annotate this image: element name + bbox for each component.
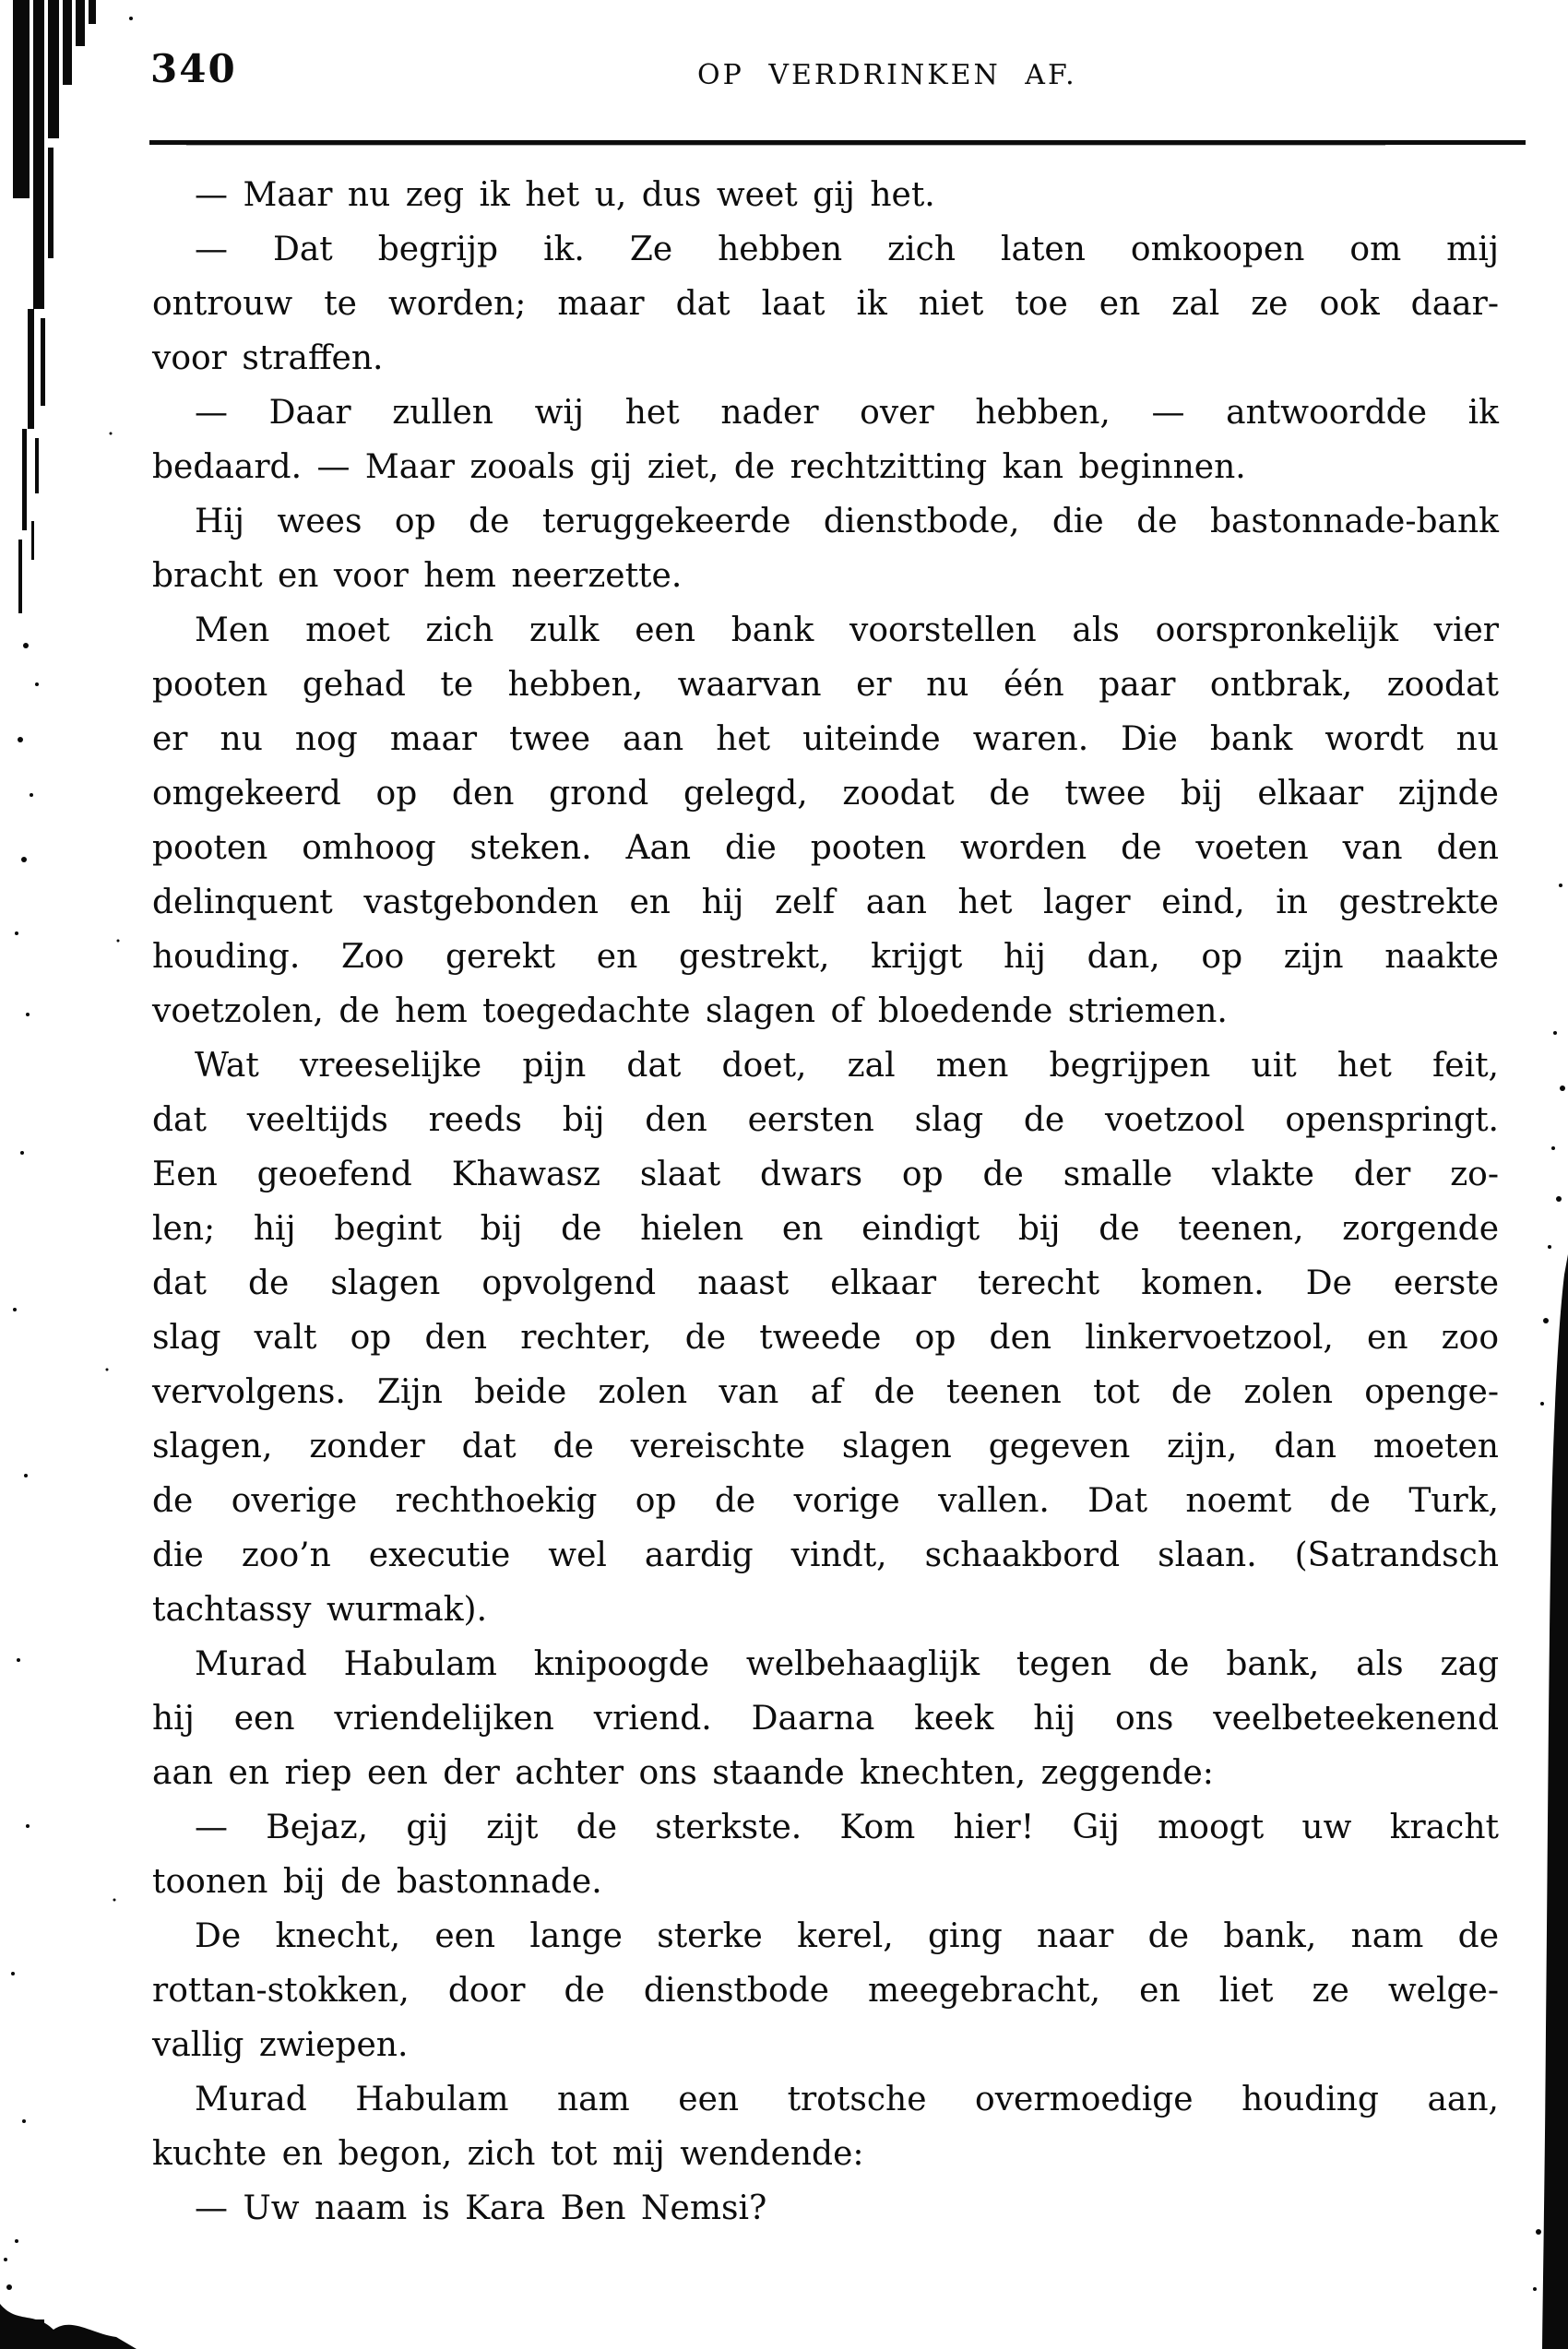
text-line: — Daar zullen wij het nader over hebben, — antwoordde ik — [195, 394, 1499, 432]
text-line: die zoo’n executie wel aardig vindt, schaakbord slaan. (Satrandsch — [152, 1536, 1499, 1574]
paragraph — [152, 494, 1499, 603]
text-line: pooten omhoog steken. Aan die pooten worden de voeten van den — [152, 829, 1499, 867]
text-line: — Maar nu zeg ik het u, dus weet gij het. — [195, 176, 935, 214]
text-line: ontrouw te worden; maar dat laat ik niet toe en zal ze ook daar- — [152, 285, 1499, 323]
paragraph — [152, 1038, 1499, 1637]
text-line: Murad Habulam nam een trotsche overmoedige houding aan, — [195, 2081, 1499, 2118]
text-line: hij een vriendelijken vriend. Daarna keek hij ons veelbeteekenend — [152, 1700, 1499, 1738]
paragraph — [152, 386, 1499, 494]
text-line: aan en riep een der achter ons staande knechten, zeggende: — [152, 1754, 1214, 1792]
text-line: De knecht, een lange sterke kerel, ging naar de bank, nam de — [195, 1917, 1499, 1955]
paragraph — [152, 168, 1499, 222]
text-line: — Bejaz, gij zijt de sterkste. Kom hier! Gij moogt uw kracht — [195, 1809, 1499, 1846]
text-line: Wat vreeselijke pijn dat doet, zal men begrijpen uit het feit, — [195, 1047, 1499, 1085]
text-line: Een geoefend Khawasz slaat dwars op de smalle vlakte der zo- — [152, 1156, 1499, 1193]
running-title: OP VERDRINKEN AF. — [697, 59, 1077, 91]
text-line: omgekeerd op den grond gelegd, zoodat de twee bij elkaar zijnde — [152, 775, 1499, 813]
text-line: — Uw naam is Kara Ben Nemsi? — [195, 2189, 767, 2227]
text-line: vervolgens. Zijn beide zolen van af de teenen tot de zolen openge- — [152, 1373, 1499, 1411]
text-line: kuchte en begon, zich tot mij wendende: — [152, 2135, 864, 2173]
paragraph — [152, 603, 1499, 1038]
text-line: dat de slagen opvolgend naast elkaar terecht komen. De eerste — [152, 1264, 1499, 1302]
paragraph — [152, 2072, 1499, 2181]
text-line: Hij wees op de teruggekeerde dienstbode, die de bastonnade-bank — [195, 503, 1499, 540]
paragraph — [152, 1800, 1499, 1909]
page-body — [152, 168, 1499, 2236]
text-line: slagen, zonder dat de vereischte slagen gegeven zijn, dan moeten — [152, 1428, 1499, 1465]
text-line: bracht en voor hem neerzette. — [152, 557, 683, 595]
text-line: voetzolen, de hem toegedachte slagen of bloedende striemen. — [152, 992, 1228, 1030]
text-line: voor straffen. — [152, 339, 384, 377]
text-line: dat veeltijds reeds bij den eersten slag de voetzool openspringt. — [152, 1101, 1499, 1139]
text-line: delinquent vastgebonden en hij zelf aan het lager eind, in gestrekte — [152, 884, 1499, 921]
text-line: vallig zwiepen. — [152, 2026, 409, 2064]
paragraph — [152, 2181, 1499, 2236]
text-line: de overige rechthoekig op de vorige vallen. Dat noemt de Turk, — [152, 1482, 1499, 1520]
text-line: tachtassy wurmak). — [152, 1591, 488, 1629]
paragraph — [152, 1637, 1499, 1800]
text-line: pooten gehad te hebben, waarvan er nu één paar ontbrak, zoodat — [152, 666, 1499, 704]
text-line: rottan-stokken, door de dienstbode meegebracht, en liet ze welge- — [152, 1972, 1499, 2010]
text-line: bedaard. — Maar zooals gij ziet, de rechtzitting kan beginnen. — [152, 448, 1246, 486]
text-line: toonen bij de bastonnade. — [152, 1863, 602, 1901]
paragraph — [152, 1909, 1499, 2072]
text-line: slag valt op den rechter, de tweede op den linkervoetzool, en zoo — [152, 1319, 1499, 1357]
text-line: — Dat begrijp ik. Ze hebben zich laten omkoopen om mij — [195, 231, 1499, 268]
text-line: Men moet zich zulk een bank voorstellen als oorspronkelijk vier — [195, 611, 1499, 649]
paragraph — [152, 222, 1499, 386]
text-line: houding. Zoo gerekt en gestrekt, krijgt hij dan, op zijn naakte — [152, 938, 1499, 976]
text-line: len; hij begint bij de hielen en eindigt bij de teenen, zorgende — [152, 1210, 1499, 1248]
text-line: Murad Habulam knipoogde welbehaaglijk tegen de bank, als zag — [195, 1645, 1499, 1683]
page-number: 340 — [150, 46, 237, 91]
header-rule — [149, 140, 1526, 145]
text-line: er nu nog maar twee aan het uiteinde waren. Die bank wordt nu — [152, 720, 1499, 758]
